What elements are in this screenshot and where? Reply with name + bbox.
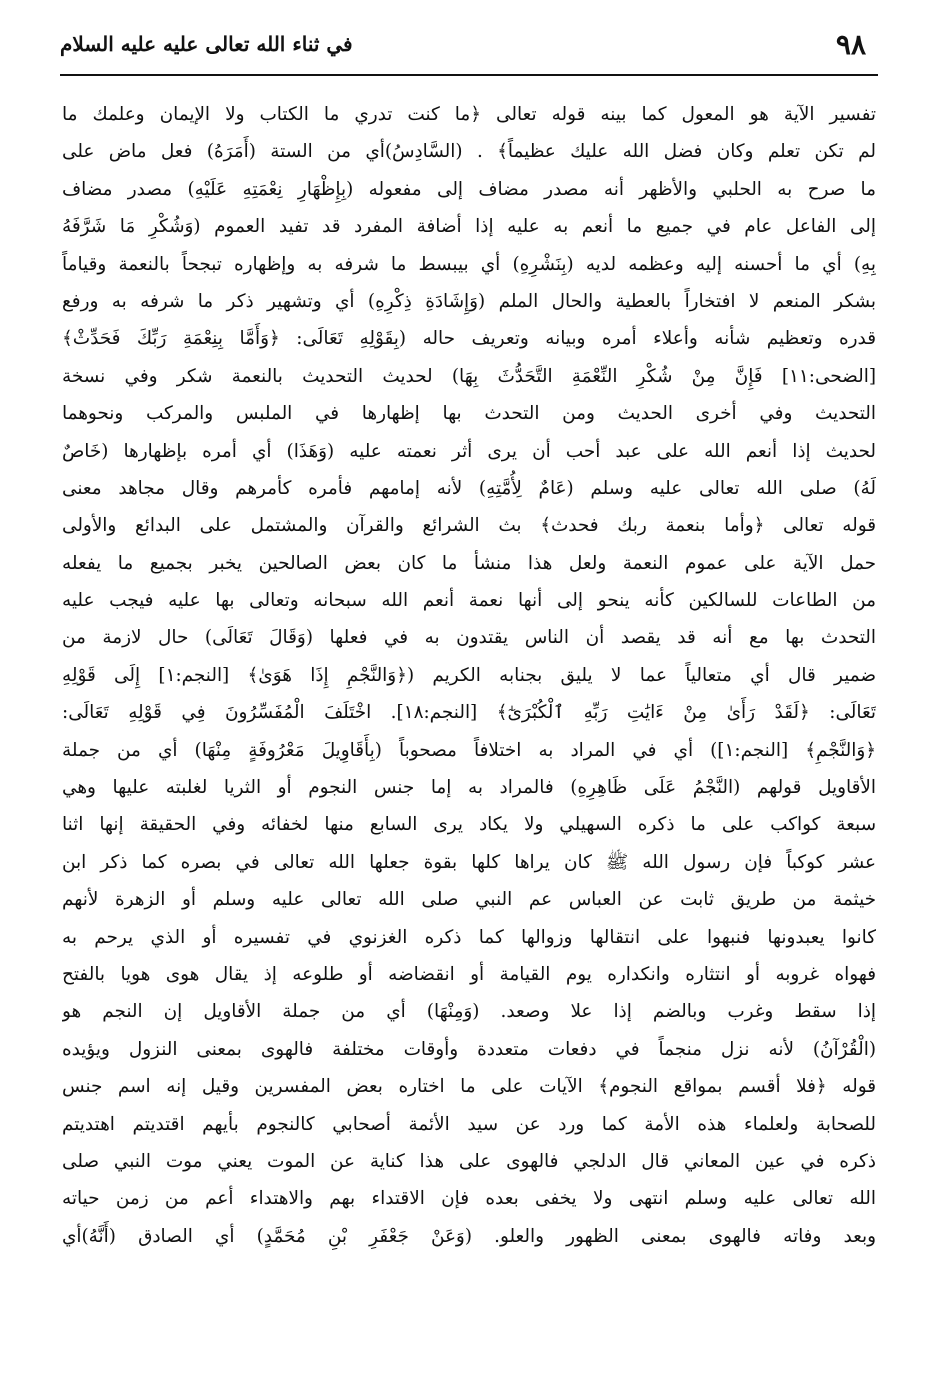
text-line: عشر كوكباً فإن رسول الله ﷺ كان يراها كلها بقوة جعلها الله تعالى في بصره كما ذكر ابن [62,851,876,873]
text-line: إذا سقط وغرب وبالضم إذا علا وصعد. (وَمِنْهَا) أي من جملة الأقاويل إن النجم هو [62,1001,876,1023]
text-line: لحديث إذا أنعم الله على عبد أحب أن يرى أثر نعمته عليه (وَهَذَا) أي أمره بإظهارها (خَاصٌ [62,440,876,462]
text-line: كانوا يعبدونها فنبهوا على انتقالها وزوالها كما ذكره الغزنوي في تفسيره أو الذي يرحم به [62,926,876,948]
text-line: بشكر المنعم لا افتخاراً بالعطية والحال الملم (وَإِشَادَةِ ذِكْرِهِ) أي وتشهير ذكر ما شرفه به ورفع [62,290,876,312]
text-line: لَهُ) صلى الله تعالى عليه وسلم (عَامٌ لِأُمَّتِهِ) لأنه إمامهم فأمره كأمرهم وقال مجاهد معنى [62,477,876,499]
text-line: التحدث بها مع أنه قد يقصد أن الناس يقتدون به في فعلها (وَقَالَ تَعَالَى) حال لازمة من [62,627,876,649]
text-line: ﴿وَالنَّجْمِ﴾ [النجم:١]) أي في المراد به اختلافاً مصحوباً (بِأَقَاوِيلَ مَعْرُوفَةٍ مِنْهَا) أي من جملة [62,739,876,761]
text-line: ذكره في عين المعاني قال الدلجي فالهوى على هذا كناية عن الموت يعني موت النبي صلى [62,1150,876,1172]
text-line: ما صرح به الحلبي والأظهر أنه مصدر مضاف إلى مفعوله (بِإِظْهَارِ نِعْمَتِهِ عَلَيْهِ) مصدر مضاف [62,178,876,200]
text-line: وبعد وفاته فالهوى بمعنى الظهور والعلو. (وَعَنْ جَعْفَرِ بْنِ مُحَمَّدٍ) أي الصادق (أَنَّهُ)أي [62,1225,876,1247]
body-text [62,96,876,1255]
text-line: حمل الآية على عموم النعمة ولعل هذا منشأ ما كان بعض الصالحين يخبر بجميع ما يفعله [62,552,876,574]
text-line: (الْقُرْآنُ) لأنه نزل منجماً في دفعات متعددة وأوقات مختلفة فالهوى بمعنى النزول ويؤيده [62,1038,876,1060]
running-title: في ثناء الله تعالى عليه عليه السلام [60,32,353,56]
text-line: خيثمة من طريق ثابت عن العباس عم النبي صلى الله تعالى عليه وسلم أو الزهرة لأنهم [62,889,876,911]
text-line: لم تكن تعلم وكان فضل الله عليك عظيماً﴾ . (السَّادِسُ)أي من الستة (أَمَرَهُ) فعل ماض على [62,141,876,163]
page-header [60,22,878,68]
text-line: التحديث وفي أخرى الحديث ومن التحدث بها إظهارها في الملبس والمركب ونحوهما [62,403,876,425]
text-line: سبعة كواكب على ما ذكره السهيلي ولا يكاد يرى السابع منها لخفائه وفي الحقيقة إنها اثنا [62,814,876,836]
text-line: فهواه غروبه أو انتثاره وانكداره يوم القيامة أو انقضاضه أو طلوعه إذ يقال هوى هويا بالفتح [62,963,876,985]
text-line: للصحابة ولعلماء هذه الأمة كما ورد عن سيد الأئمة أصحابي كالنجوم بأيهم اقتديتم اهتديتم [62,1113,876,1135]
text-line: قدره وتعظيم شأنه وأعلاء أمره وبيانه وتعريف حاله (بِقَوْلِهِ تَعَالَى: ﴿وَأَمَّا بِنِعْمَةِ رَبِّكَ فَحَدِّثْ﴾ [62,328,876,350]
text-line: ضمير قال أي متعالياً عما لا يليق بجنابه الكريم (﴿وَالنَّجْمِ إِذَا هَوَىٰ﴾ [النجم:١] إِلَى قَوْلِهِ [62,664,876,686]
text-line: إلى الفاعل عام في جميع ما أنعم به عليه إذا أضافة المفرد قد تفيد العموم (وَشُكْرِ مَا شَرَّفَهُ [62,216,876,238]
text-line: من الطاعات للسالكين كأنه ينحو إلى أنها نعمة أنعم الله سبحانه وتعالى بها عليه فيجب عليه [62,590,876,612]
text-line: بِهِ) أي ما أحسنه إليه وعظمه لديه (بِنَشْرِهِ) أي بيبسط ما شرفه به وإظهاره تبجحاً بالنعمة وقياماً [62,253,876,275]
text-line: قوله تعالى ﴿وأما بنعمة ربك فحدث﴾ بث الشرائع والقرآن والمشتمل على البدائع والأولى [62,515,876,537]
header-divider [60,74,878,76]
text-line: [الضحى:١١] فَإِنَّ مِنْ شُكْرِ النِّعْمَةِ التَّحَدُّثَ بِهَا) لحديث التحديث بالنعمة شكر وفي نسخة [62,365,876,387]
text-line: قوله ﴿فلا أقسم بمواقع النجوم﴾ الآيات على ما اختاره بعض المفسرين وقيل إنه اسم جنس [62,1076,876,1098]
text-line: تفسير الآية هو المعول كما بينه قوله تعالى ﴿ما كنت تدري ما الكتاب ولا الإيمان وعلمك ما [62,104,876,125]
text-line: الأقاويل قولهم (النَّجْمُ عَلَى ظَاهِرِهِ) فالمراد به إما جنس النجوم أو الثريا لغلبته عليها وهي [62,777,876,799]
page-number: ٩٨ [835,28,866,61]
text-line: تَعَالَى: ﴿لَقَدْ رَأَىٰ مِنْ ءَايَٰتِ رَبِّهِ ٱلْكُبْرَىٰٓ﴾ [النجم:١٨]. اخْتَلَفَ الْمُفَسِّرُونَ فِي قَوْلِهِ تَعَالَى: [62,702,876,724]
text-line: الله تعالى عليه وسلم انتهى ولا يخفى بعده فإن الاقتداء بهم والاهتداء أعم من زمن حياته [62,1188,876,1210]
